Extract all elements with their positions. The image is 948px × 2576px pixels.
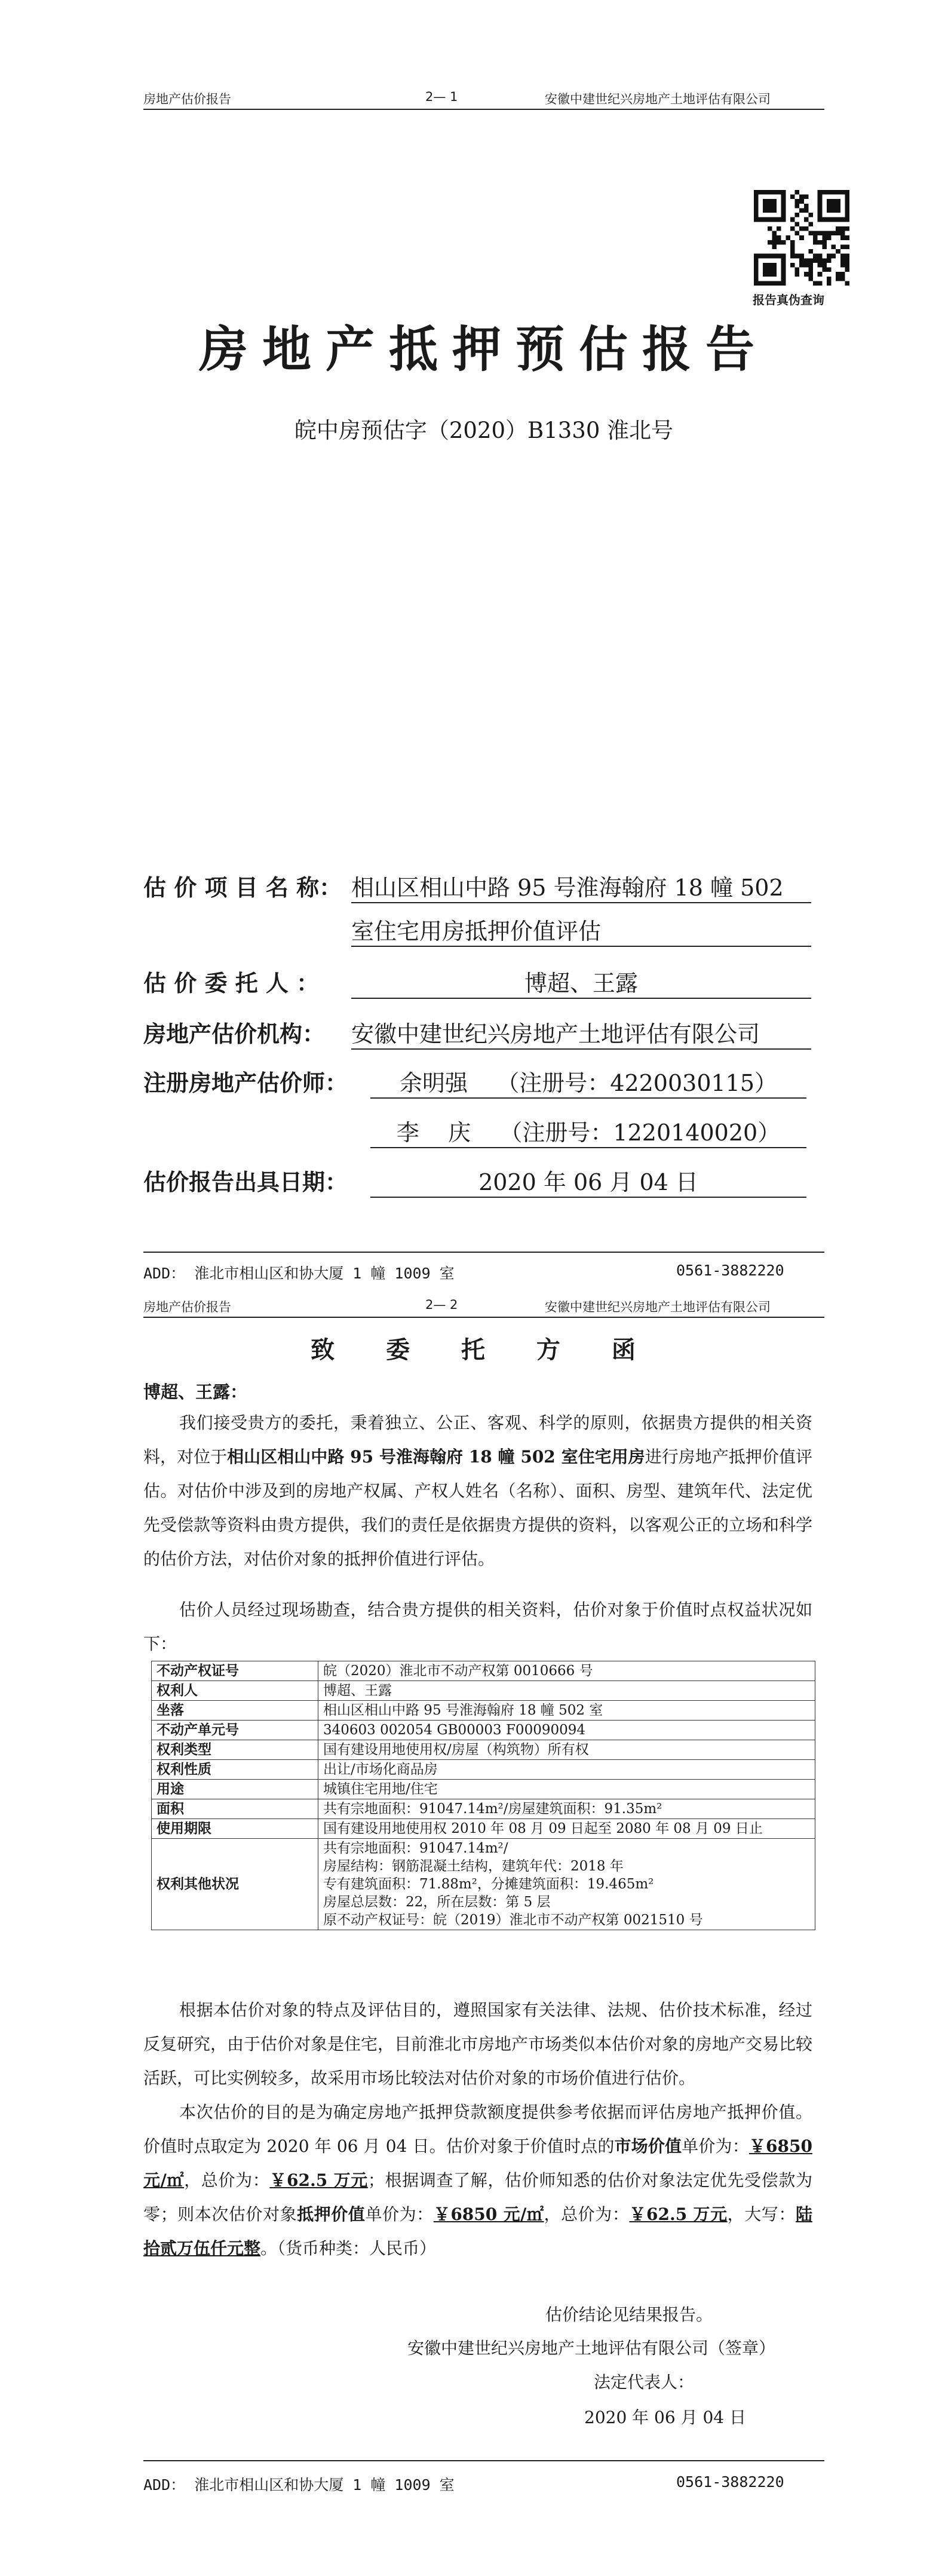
table-key: 坐落: [152, 1701, 318, 1721]
appraiser-label: 注册房地产估价师：: [143, 1069, 348, 1096]
report-number: 皖中房预估字（2020）B1330 淮北号: [294, 418, 674, 443]
letter-salutation: 博超、王露：: [143, 1382, 248, 1402]
client-value: 博超、王露: [351, 965, 811, 999]
page1-header-left: 房地产估价报告: [143, 92, 231, 106]
letter-paragraph-4: 本次估价的目的是为确定房地产抵押贷款额度提供参考依据而评估房地产抵押价值。价值时点取定为 2020 年 06 月 04 日。估价对象于价值时点的市场价值单价为：￥6850 元/㎡，总价为：￥62.5 万元；根据调查了解，估价师知悉的估价对象法定优先受偿款为零；则本次估价对象抵押价值单价为：￥6850 元/㎡，总价为：￥62.5 万元，大写：陆拾贰万伍仟元整。（货币种类：人民币）: [143, 2102, 812, 2258]
table-key: 用途: [152, 1780, 318, 1799]
letter-paragraph-2: 估价人员经过现场勘查，结合贵方提供的相关资料，估价对象于价值时点权益状况如下：: [143, 1600, 812, 1654]
other-status-line: 专有建筑面积：71.88m²，分摊建筑面积：19.465m²: [323, 1876, 654, 1892]
page2-footer-rule: [143, 2460, 824, 2461]
page1-header-rule: [143, 109, 824, 110]
other-status-line: 共有宗地面积：91047.14m²/: [323, 1841, 508, 1856]
table-value: 国有建设用地使用权 2010 年 08 月 09 日起至 2080 年 08 月 09 日止: [318, 1819, 815, 1839]
table-key: 权利其他状况: [152, 1839, 318, 1930]
table-key: 不动产权证号: [152, 1661, 318, 1681]
table-row: [152, 1799, 815, 1819]
other-status-line: 原不动产权证号：皖（2019）淮北市不动产权第 0021510 号: [323, 1912, 703, 1928]
letter-paragraph-3: 根据本估价对象的特点及评估目的，遵照国家有关法律、法规、估价技术标准，经过反复研究，由于估价对象是住宅，目前淮北市房地产市场类似本估价对象的房地产交易比较活跃，可比实例较多，故采用市场比较法对估价对象的市场价值进行估价。: [143, 2000, 813, 2088]
table-value: 城镇住宅用地/住宅: [318, 1780, 815, 1799]
table-row: [152, 1819, 815, 1839]
other-status-line: 房屋总层数：22，所在层数：第 5 层: [323, 1894, 551, 1910]
table-value: [318, 1839, 815, 1930]
property-rights-table: [151, 1661, 815, 1930]
table-value: 共有宗地面积：91047.14m²/房屋建筑面积：91.35m²: [318, 1799, 815, 1819]
legal-representative: 法定代表人：: [594, 2372, 695, 2392]
page2-header-left: 房地产估价报告: [143, 1300, 231, 1314]
page1-header-company: 安徽中建世纪兴房地产土地评估有限公司: [545, 92, 771, 106]
page2-footer-phone: 0561-3882220: [676, 2473, 784, 2491]
agency-label: 房地产估价机构：: [143, 1020, 326, 1047]
qr-code[interactable]: [754, 190, 849, 286]
client-label: 估 价 委 托 人 ：: [143, 970, 320, 996]
table-row-other-status: [152, 1839, 815, 1930]
table-key: 权利性质: [152, 1760, 318, 1780]
letter-title: 致 委 托 方 函: [311, 1336, 657, 1364]
page2-header-page: 2— 2: [425, 1298, 458, 1312]
signing-date: 2020 年 06 月 04 日: [584, 2408, 747, 2427]
report-date-value: 2020 年 06 月 04 日: [370, 1164, 806, 1198]
page2-footer-address: ADD： 淮北市相山区和协大厦 1 幢 1009 室: [143, 2476, 455, 2494]
table-value: 皖（2020）淮北市不动产权第 0010666 号: [318, 1661, 815, 1681]
closing-note: 估价结论见结果报告。: [545, 2305, 713, 2324]
project-name-line1: 相山区相山中路 95 号淮海翰府 18 幢 502: [351, 869, 811, 903]
table-row: [152, 1721, 815, 1740]
letter-paragraph-1: 我们接受贵方的委托，秉着独立、公正、客观、科学的原则，依据贵方提供的相关资料，对位于相山区相山中路 95 号淮海翰府 18 幢 502 室住宅用房进行房地产抵押价值评估。对估价中涉及到的房地产权属、产权人姓名（名称）、面积、房型、建筑年代、法定优先受偿款等资料由贵方提供，我们的责任是依据贵方提供的资料，以客观公正的立场和科学的估价方法，对估价对象的抵押价值进行评估。: [143, 1413, 813, 1569]
project-name-label: 估 价 项 目 名 称：: [143, 874, 342, 901]
page2-header-rule: [143, 1317, 824, 1318]
market-total-price: ￥62.5 万元: [269, 2170, 368, 2190]
report-date-label: 估价报告出具日期：: [143, 1169, 348, 1195]
table-key: 面积: [152, 1799, 318, 1819]
table-key: 权利类型: [152, 1740, 318, 1760]
project-name-line2: 室住宅用房抵押价值评估: [351, 913, 811, 947]
table-key: 使用期限: [152, 1819, 318, 1839]
table-row: [152, 1740, 815, 1760]
table-key: 不动产单元号: [152, 1721, 318, 1740]
page1-footer-phone: 0561-3882220: [676, 1262, 784, 1279]
appraiser-1: 余明强 （注册号：4220030115）: [370, 1065, 806, 1099]
signing-company: 安徽中建世纪兴房地产土地评估有限公司（签章）: [407, 2338, 776, 2358]
report-title: 房地产抵押预估报告: [198, 321, 769, 378]
table-key: 权利人: [152, 1681, 318, 1701]
table-value: 国有建设用地使用权/房屋（构筑物）所有权: [318, 1740, 815, 1760]
table-row: [152, 1681, 815, 1701]
market-unit-price: ￥6850 元/㎡: [143, 2136, 812, 2190]
table-value: 出让/市场化商品房: [318, 1760, 815, 1780]
page1-footer-address: ADD： 淮北市相山区和协大厦 1 幢 1009 室: [143, 1265, 455, 1282]
table-row: [152, 1701, 815, 1721]
table-value: 340603 002054 GB00003 F00090094: [318, 1721, 815, 1740]
page1-footer-rule: [143, 1252, 824, 1253]
table-row: [152, 1760, 815, 1780]
agency-value: 安徽中建世纪兴房地产土地评估有限公司: [351, 1016, 811, 1050]
table-value: 相山区相山中路 95 号淮海翰府 18 幢 502 室: [318, 1701, 815, 1721]
table-row: [152, 1661, 815, 1681]
table-value: 博超、王露: [318, 1681, 815, 1701]
page2-header-company: 安徽中建世纪兴房地产土地评估有限公司: [545, 1300, 771, 1314]
appraiser-2: 李 庆 （注册号：1220140020）: [370, 1114, 806, 1148]
qr-caption: 报告真伪查询: [753, 293, 824, 307]
mortgage-unit-price: ￥6850 元/㎡: [433, 2204, 544, 2224]
page1-header-page: 2— 1: [425, 90, 458, 104]
table-row: [152, 1780, 815, 1799]
capital-amount: 陆拾贰万伍仟元整: [143, 2204, 812, 2258]
other-status-line: 房屋结构：钢筋混凝土结构，建筑年代：2018 年: [323, 1859, 624, 1874]
mortgage-total-price: ￥62.5 万元: [629, 2204, 728, 2224]
